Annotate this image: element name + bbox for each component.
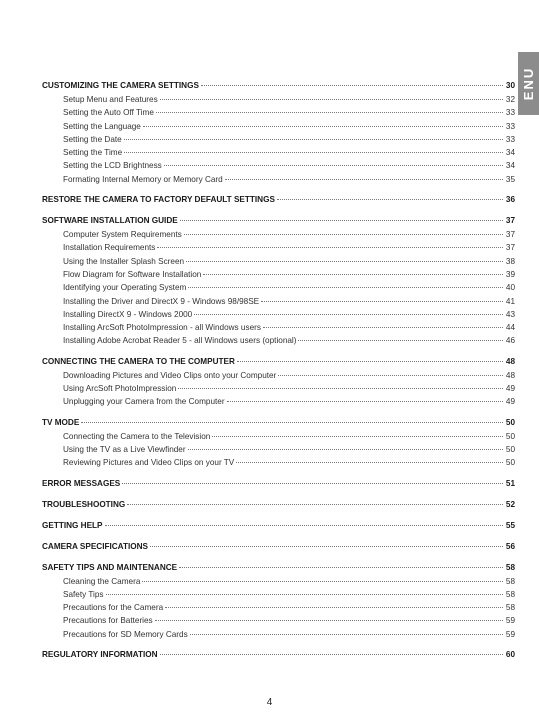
language-tab-label: ENU <box>521 66 537 101</box>
toc-heading-page: 50 <box>505 417 515 427</box>
toc-entry-page: 46 <box>505 336 515 346</box>
toc-entry-page: 33 <box>505 108 515 118</box>
toc-heading-title: RESTORE THE CAMERA TO FACTORY DEFAULT SETTINGS <box>42 195 275 205</box>
toc-entry[interactable] <box>42 614 515 627</box>
dot-leader <box>201 85 503 86</box>
toc-section <box>42 477 515 491</box>
dot-leader <box>160 654 503 655</box>
toc-heading-title: CUSTOMIZING THE CAMERA SETTINGS <box>42 81 199 90</box>
toc-entry[interactable] <box>42 456 515 469</box>
toc-entry-page: 58 <box>505 603 515 613</box>
toc-entry-page: 49 <box>505 384 515 394</box>
dot-leader <box>124 139 503 140</box>
toc-heading[interactable] <box>42 498 515 512</box>
dot-leader <box>237 361 503 362</box>
dot-leader <box>127 504 503 505</box>
toc-entry-title: Setting the Language <box>63 121 141 131</box>
toc-heading-page: 52 <box>505 499 515 509</box>
toc-entry-title: Setting the LCD Brightness <box>63 161 162 171</box>
toc-section <box>42 79 515 186</box>
toc-heading[interactable] <box>42 519 515 533</box>
dot-leader <box>194 314 503 315</box>
toc-section <box>42 498 515 512</box>
toc-entry-page: 41 <box>505 296 515 306</box>
table-of-contents <box>42 79 515 669</box>
dot-leader <box>180 220 503 221</box>
toc-entry-page: 37 <box>505 243 515 253</box>
toc-entry-title: Reviewing Pictures and Video Clips on your TV <box>63 458 235 468</box>
toc-entry-title: Connecting the Camera to the Television <box>63 431 211 441</box>
toc-entry[interactable] <box>42 133 515 146</box>
toc-section <box>42 648 515 662</box>
toc-entry[interactable] <box>42 628 515 641</box>
toc-entry-title: Precautions for SD Memory Cards <box>63 629 188 639</box>
toc-entry-page: 40 <box>505 283 515 293</box>
dot-leader <box>142 581 503 582</box>
toc-entry-title: Precautions for the Camera <box>63 603 164 613</box>
dot-leader <box>225 179 503 180</box>
dot-leader <box>124 152 503 153</box>
toc-heading-page: 48 <box>505 356 515 366</box>
toc-entry-page: 58 <box>505 589 515 599</box>
toc-heading[interactable] <box>42 648 515 662</box>
toc-heading-title: REGULATORY INFORMATION <box>42 650 158 660</box>
dot-leader <box>298 340 503 341</box>
toc-entry[interactable] <box>42 241 515 254</box>
toc-heading-page: 51 <box>505 478 515 488</box>
toc-entry[interactable] <box>42 601 515 614</box>
toc-heading-title: CAMERA SPECIFICATIONS <box>42 541 148 551</box>
toc-heading[interactable] <box>42 193 515 207</box>
toc-entry-title: Setting the Date <box>63 134 122 144</box>
toc-entry-page: 48 <box>505 370 515 380</box>
dot-leader <box>150 546 503 547</box>
toc-heading-page: 55 <box>505 520 515 530</box>
toc-entry-title: Cleaning the Camera <box>63 576 141 586</box>
toc-heading-title: SAFETY TIPS AND MAINTENANCE <box>42 562 178 572</box>
dot-leader <box>203 274 503 275</box>
toc-entry-title: Setting the Auto Off Time <box>63 108 154 118</box>
toc-entry-page: 50 <box>505 458 515 468</box>
toc-entry-page: 32 <box>505 95 515 104</box>
toc-entry-title: Installing Adobe Acrobat Reader 5 - all Windows users (optional) <box>63 336 297 346</box>
toc-entry-title: Using the TV as a Live Viewfinder <box>63 444 186 454</box>
toc-entry-page: 39 <box>505 269 515 279</box>
toc-entry[interactable] <box>42 268 515 281</box>
dot-leader <box>188 449 503 450</box>
dot-leader <box>105 525 504 526</box>
toc-entry[interactable] <box>42 588 515 601</box>
dot-leader <box>227 401 503 402</box>
dot-leader <box>164 165 503 166</box>
dot-leader <box>186 261 503 262</box>
toc-entry[interactable] <box>42 159 515 172</box>
toc-section <box>42 540 515 554</box>
toc-heading[interactable] <box>42 355 515 369</box>
dot-leader <box>190 634 503 635</box>
dot-leader <box>160 99 503 100</box>
toc-entry-title: Setup Menu and Features <box>63 95 158 104</box>
toc-entry-page: 33 <box>505 121 515 131</box>
toc-entry-title: Installing DirectX 9 - Windows 2000 <box>63 309 193 319</box>
dot-leader <box>178 388 503 389</box>
toc-heading[interactable] <box>42 540 515 554</box>
dot-leader <box>156 112 503 113</box>
toc-entry-page: 49 <box>505 397 515 407</box>
toc-heading-page: 37 <box>505 216 515 226</box>
toc-entry-page: 50 <box>505 431 515 441</box>
toc-entry-title: Formating Internal Memory or Memory Card <box>63 174 223 184</box>
dot-leader <box>278 375 503 376</box>
toc-entry-title: Using ArcSoft PhotoImpression <box>63 384 177 394</box>
toc-entry-page: 33 <box>505 134 515 144</box>
toc-entry[interactable] <box>42 369 515 382</box>
toc-entry-title: Identifying your Operating System <box>63 283 187 293</box>
page-number: 4 <box>266 697 273 708</box>
toc-entry-title: Installing the Driver and DirectX 9 - Windows 98/98SE <box>63 296 260 306</box>
toc-entry[interactable] <box>42 382 515 395</box>
toc-entry-page: 43 <box>505 309 515 319</box>
toc-section <box>42 561 515 641</box>
toc-entry[interactable] <box>42 173 515 186</box>
toc-entry[interactable] <box>42 443 515 456</box>
toc-entry[interactable] <box>42 228 515 241</box>
dot-leader <box>81 422 503 423</box>
toc-section <box>42 193 515 207</box>
toc-section <box>42 416 515 470</box>
toc-entry[interactable] <box>42 321 515 334</box>
toc-entry[interactable] <box>42 120 515 133</box>
toc-entry-title: Unplugging your Camera from the Computer <box>63 397 225 407</box>
toc-heading[interactable] <box>42 561 515 575</box>
toc-heading-title: TROUBLESHOOTING <box>42 499 126 509</box>
toc-heading-title: SOFTWARE INSTALLATION GUIDE <box>42 216 178 226</box>
toc-entry[interactable] <box>42 281 515 294</box>
toc-entry-title: Using the Installer Splash Screen <box>63 256 185 266</box>
language-tab <box>518 52 539 115</box>
toc-heading-title: CONNECTING THE CAMERA TO THE COMPUTER <box>42 356 235 366</box>
dot-leader <box>106 594 503 595</box>
dot-leader <box>165 607 503 608</box>
toc-entry[interactable] <box>42 430 515 443</box>
toc-entry-title: Installation Requirements <box>63 243 156 253</box>
toc-heading-title: TV MODE <box>42 417 80 427</box>
toc-entry-page: 38 <box>505 256 515 266</box>
toc-heading[interactable] <box>42 79 515 93</box>
dot-leader <box>236 462 503 463</box>
toc-entry-title: Flow Diagram for Software Installation <box>63 269 202 279</box>
toc-heading-page: 58 <box>505 562 515 572</box>
toc-entry-title: Computer System Requirements <box>63 230 182 240</box>
dot-leader <box>157 247 503 248</box>
toc-entry[interactable] <box>42 575 515 588</box>
toc-entry-title: Installing ArcSoft PhotoImpression - all Windows users <box>63 323 261 333</box>
toc-entry[interactable] <box>42 255 515 268</box>
toc-entry-page: 34 <box>505 148 515 158</box>
dot-leader <box>212 436 503 437</box>
toc-entry-page: 37 <box>505 230 515 240</box>
toc-entry-page: 58 <box>505 576 515 586</box>
toc-heading-page: 36 <box>505 195 515 205</box>
toc-section <box>42 214 515 348</box>
toc-heading-page: 30 <box>505 81 515 90</box>
toc-section <box>42 355 515 409</box>
toc-heading-page: 56 <box>505 541 515 551</box>
toc-entry[interactable] <box>42 308 515 321</box>
toc-heading[interactable] <box>42 477 515 491</box>
toc-entry[interactable] <box>42 146 515 159</box>
toc-entry-title: Precautions for Batteries <box>63 616 153 626</box>
toc-entry-page: 44 <box>505 323 515 333</box>
toc-entry-page: 35 <box>505 174 515 184</box>
toc-entry-title: Downloading Pictures and Video Clips onto your Computer <box>63 370 277 380</box>
dot-leader <box>179 567 503 568</box>
dot-leader <box>155 620 503 621</box>
toc-heading[interactable] <box>42 214 515 228</box>
dot-leader <box>188 287 503 288</box>
toc-entry-page: 50 <box>505 444 515 454</box>
dot-leader <box>261 301 503 302</box>
toc-entry[interactable] <box>42 334 515 347</box>
toc-heading-title: ERROR MESSAGES <box>42 478 121 488</box>
toc-entry-title: Setting the Time <box>63 148 123 158</box>
dot-leader <box>263 327 503 328</box>
dot-leader <box>143 126 503 127</box>
toc-heading-title: GETTING HELP <box>42 520 103 530</box>
dot-leader <box>277 199 503 200</box>
toc-entry-title: Safety Tips <box>63 589 104 599</box>
toc-entry-page: 59 <box>505 616 515 626</box>
dot-leader <box>184 234 503 235</box>
toc-entry-page: 59 <box>505 629 515 639</box>
toc-heading-page: 60 <box>505 650 515 660</box>
toc-heading[interactable] <box>42 416 515 430</box>
toc-entry[interactable] <box>42 295 515 308</box>
toc-entry[interactable] <box>42 106 515 119</box>
toc-section <box>42 519 515 533</box>
toc-entry[interactable] <box>42 395 515 408</box>
toc-entry[interactable] <box>42 93 515 106</box>
toc-entry-page: 34 <box>505 161 515 171</box>
dot-leader <box>122 483 503 484</box>
